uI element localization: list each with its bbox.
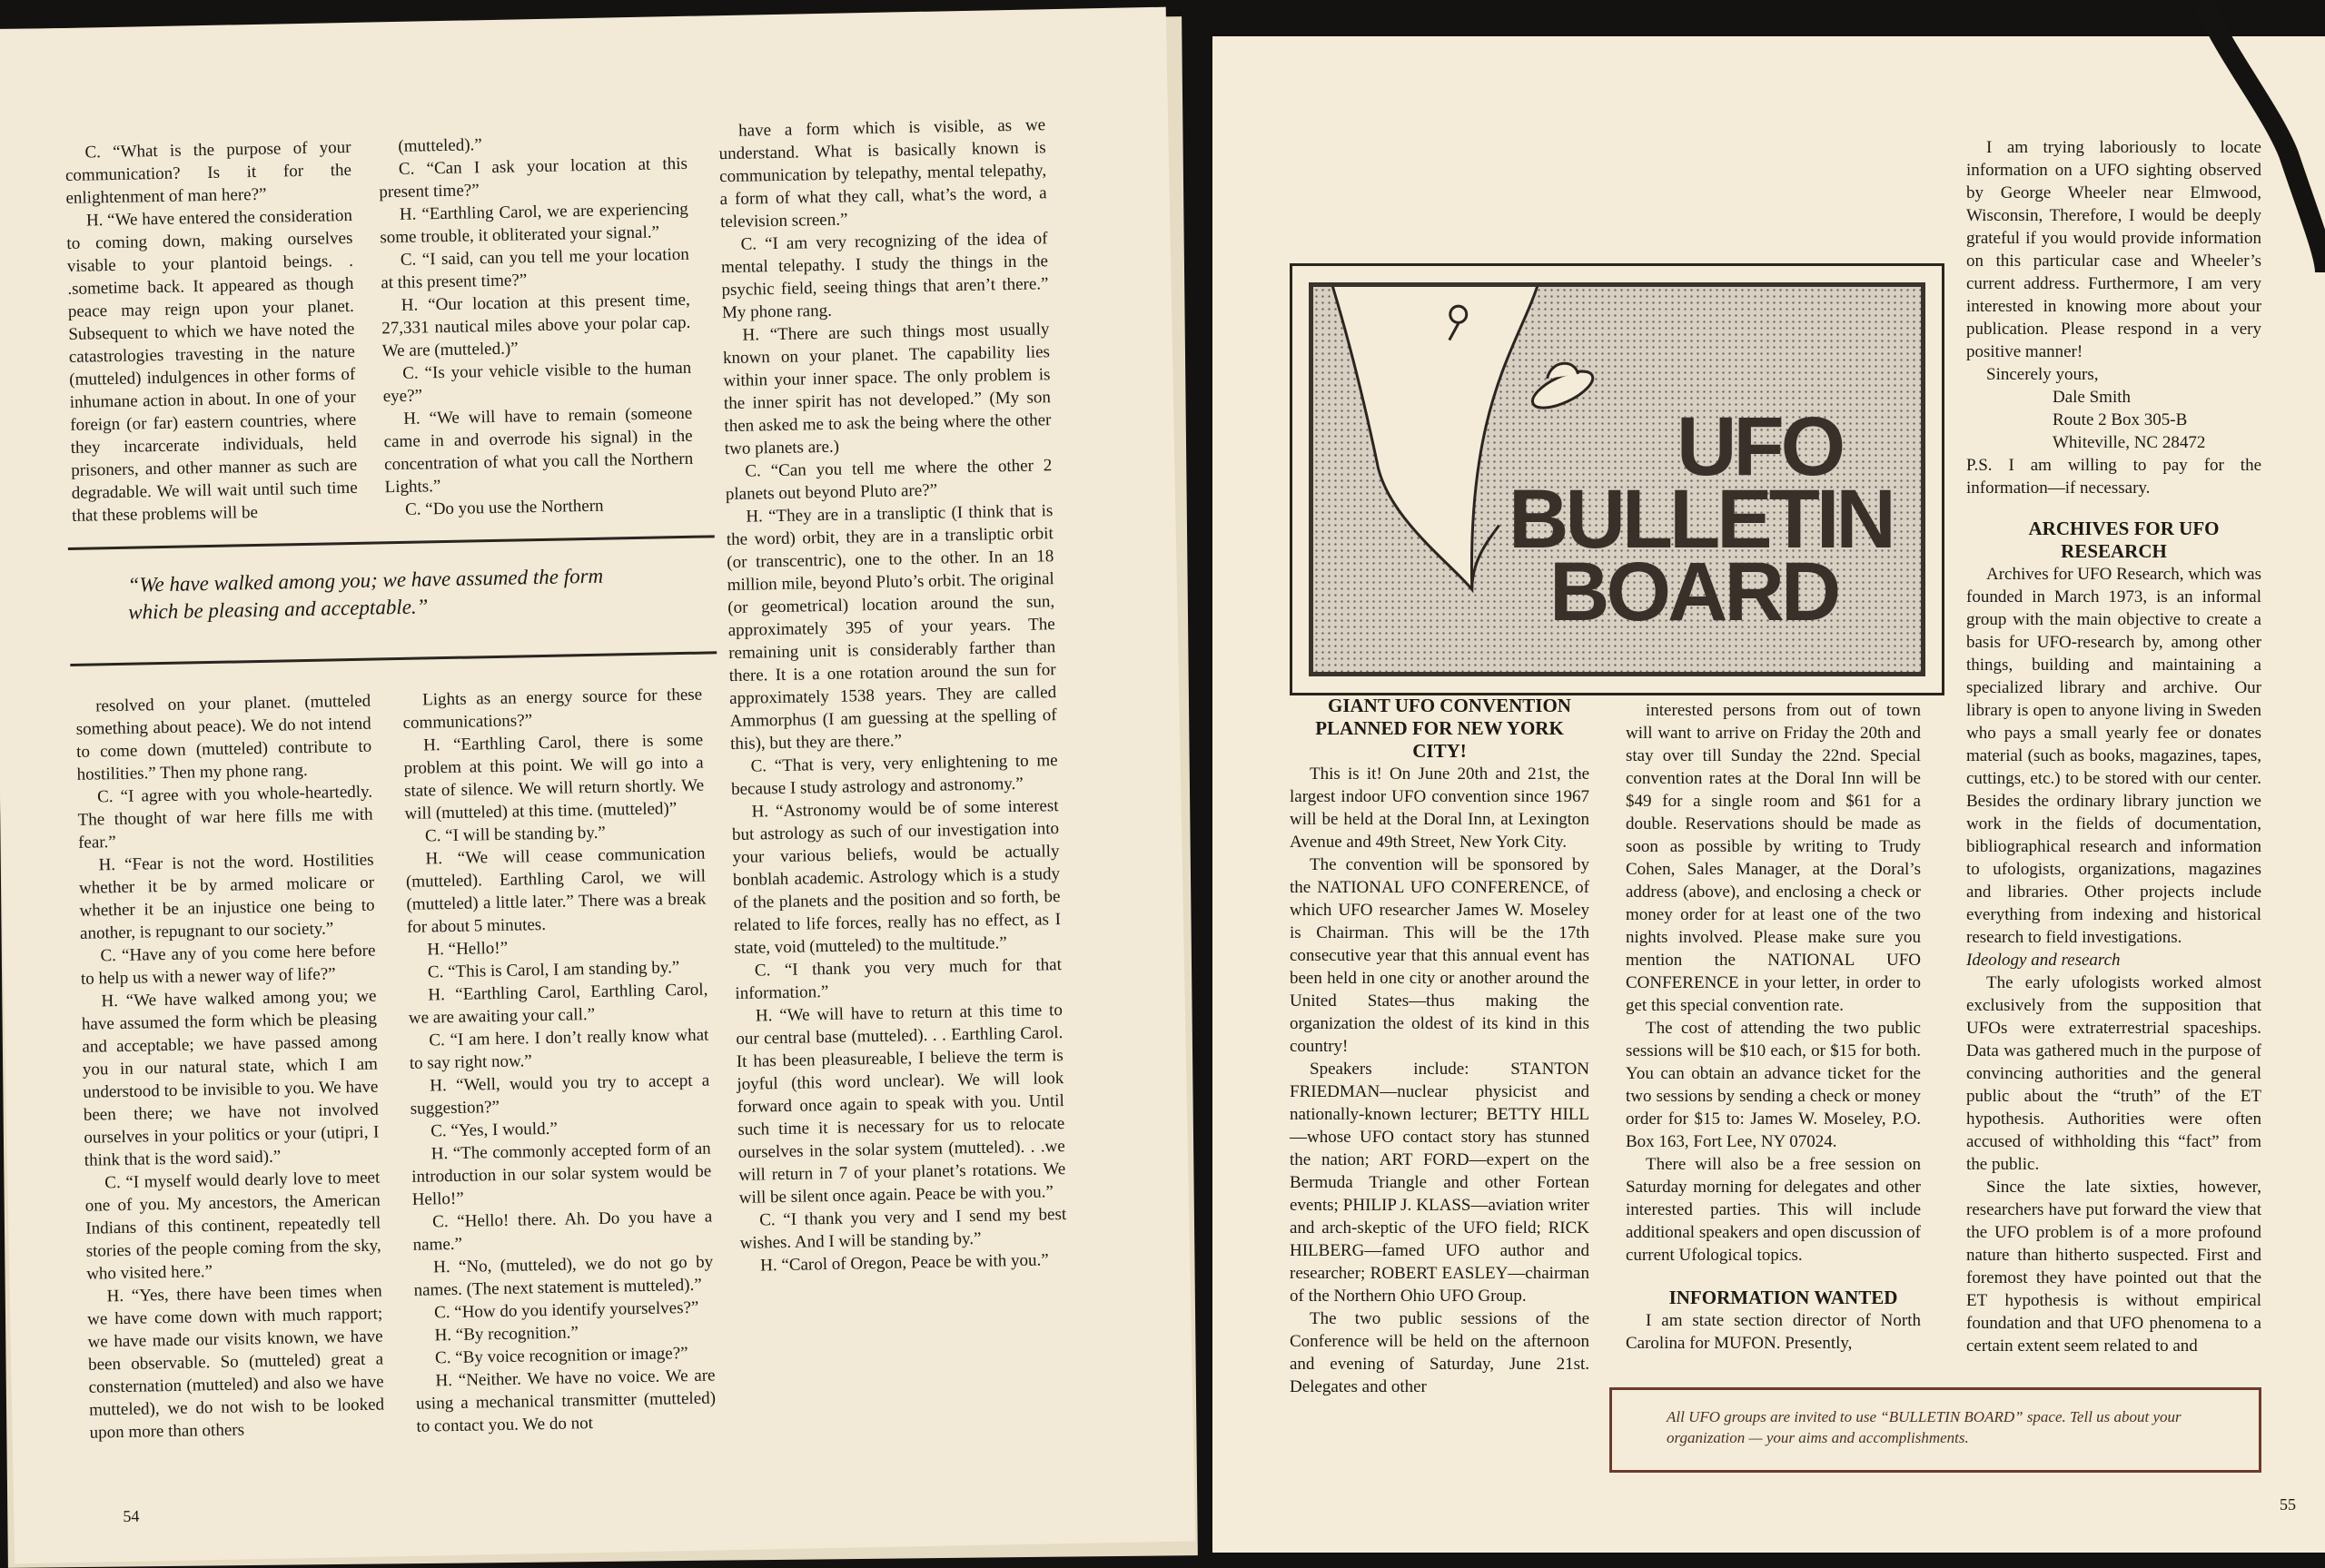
letter-closing: Sincerely yours, xyxy=(1986,365,2099,384)
paragraph: H. “There are such things most usually known on your planet. The capability lies within your inner space. The only problem is the inner spirit has not developed.” (My son then asked me to ask the being where the other two planets are.) xyxy=(722,320,1052,459)
paragraph: C. “By voice recognition or image?” xyxy=(434,1344,688,1368)
bulletin-board-banner xyxy=(1290,263,1944,695)
left-page xyxy=(0,7,1195,1564)
paragraph: C. “How do you identify yourselves?” xyxy=(433,1297,699,1323)
right-page xyxy=(1212,36,2325,1553)
convention-column-1 xyxy=(1290,695,1589,1398)
page-number-right: 55 xyxy=(2280,1495,2296,1514)
paragraph: H. “We will have to remain (someone came in and overrode his signal) in the concentration of what you call the Northern Lights.” xyxy=(383,403,694,498)
paragraph: C. “I thank you very much for that information.” xyxy=(735,955,1063,1003)
paragraph: H. “We have walked among you; we have assumed the form which be pleasing and acceptable; we have passed among you in our natural state, which I am understood to be invisible to you. We have been there; we have not involved ourselves in your politics or your (utipri, I think that is the word said).” xyxy=(81,986,380,1170)
paragraph: H. “Earthling Carol, there is some problem at this point. We will go into a state of silence. We will return shortly. We will (mutteled) at this time. (mutteled)” xyxy=(403,730,705,823)
left-col2-bottom xyxy=(402,684,717,1438)
left-col2-top xyxy=(378,130,694,521)
right-column-3 xyxy=(1966,136,2261,1357)
paragraph: C. “Can I ask your location at this present time?” xyxy=(379,153,688,202)
paragraph: Since the late sixties, however, researchers have put forward the view that the UFO problem is of a more profound nature than hitherto suspected. First and foremost they have pointed out that the ET hypothesis is without empirical foundation and that UFO phenomena to a certain extent seem related to and xyxy=(1966,1178,2261,1356)
left-col1-top xyxy=(64,136,358,528)
paragraph: C. “I am here. I don’t really know what to say right now.” xyxy=(409,1025,709,1073)
footer-invitation-box xyxy=(1609,1387,2261,1473)
paragraph: H. “Earthling Carol, we are experiencing some trouble, it obliterated your signal.” xyxy=(380,199,689,248)
convention-body-cont xyxy=(1626,699,1921,1267)
paragraph: H. “Fear is not the word. Hostilities whether it be by armed molicare or whether it be an injustice one being to another, is repugnant to our society.” xyxy=(78,850,375,943)
left-col1-bottom xyxy=(75,690,385,1445)
paragraph: C. “Have any of you come here before to help us with a newer way of life?” xyxy=(80,941,376,989)
convention-body xyxy=(1290,763,1589,1398)
paragraph: H. “The commonly accepted form of an introduction in our solar system would be Hello!” xyxy=(411,1139,712,1209)
paragraph: H. “By recognition.” xyxy=(434,1323,579,1346)
paragraph: C. “Can you tell me where the other 2 planets out beyond Pluto are?” xyxy=(725,456,1053,505)
paragraph: There will also be a free session on Saturday morning for delegates and other interested parties. This will include additional speakers and open discussion of current Ufological topics. xyxy=(1626,1155,1921,1265)
paragraph: I am trying laboriously to locate information on a UFO sighting observed by George Wheeler near Elmwood, Wisconsin, Therefore, I would be deeply grateful if you would provide information on this particular case and Wheeler’s current address. Furthermore, I am very interested in knowing more about your publication. Please respond in a very positive manner! xyxy=(1966,138,2261,361)
convention-heading: GIANT UFO CONVENTION PLANNED FOR NEW YORK CITY! xyxy=(1315,695,1571,762)
pull-quote-rule-bottom xyxy=(70,651,717,666)
archives-body-2 xyxy=(1966,971,2261,1357)
archives-subheading: Ideology and research xyxy=(1966,951,2121,970)
paragraph: Dale Smith xyxy=(2053,388,2132,407)
paragraph: resolved on your planet. (mutteled something about peace). We do not intend to come down (mutteled) contribute to hostilities.” Then my phone rang. xyxy=(75,691,372,784)
letter-signature xyxy=(1966,386,2261,454)
banner-screen xyxy=(1309,282,1925,676)
paragraph: H. “Yes, there have been times when we have come down with much rapport; we have made our visits known, we have been observable. So (mutteled) great a consternation (mutteled) and also we have mutteled), we do not wish to be looked upon more than others xyxy=(86,1281,385,1443)
paragraph: C. “I am very recognizing of the idea of mental telepathy. I study the things in the psychic field, seeing things that aren’t there.” My phone rang. xyxy=(720,229,1049,323)
paragraph: have a form which is visible, as we understand. What is basically known is communication by telepathy, mental telepathy, a form of what they call, what’s the word, a television screen.” xyxy=(718,115,1047,232)
paragraph: H. “Neither. We have no voice. We are using a mechanical transmitter (mutteled) to contact you. We do not xyxy=(415,1366,717,1436)
paragraph: C. “I thank you very and I send my best wishes. And I will be standing by.” xyxy=(739,1205,1067,1253)
paragraph: Archives for UFO Research, which was founded in March 1973, is an informal group with the main objective to create a basis for UFO-research by, among other things, building and maintaining a specialized library and archive. Our library is open to anyone living in Sweden who pays a small yearly fee or donates material (such as books, magazines, tapes, cuttings, etc.) to be stored with our center. Besides the ordinary library junction we work in the fields of documentation, bibliographical research and information to ufologists, organizations, magazines and libraries. Other projects include everything from indexing and historical research to field investigations. xyxy=(1966,565,2261,947)
paragraph: The early ufologists worked almost exclusively from the supposition that UFOs were extraterrestrial spaceships. Data was gathered much in the purpose of convincing authorities and the general public about the “truth” of the ET hypothesis. Authorities were often accused of withholding this “fact” from the public. xyxy=(1966,973,2261,1174)
paragraph: H. “Our location at this present time, 27,331 nautical miles above your polar cap. We are (mutteled.)” xyxy=(381,290,691,361)
info-wanted-intro: I am state section director of North Carolina for MUFON. Presently, xyxy=(1626,1311,1921,1353)
paragraph: This is it! On June 20th and 21st, the largest indoor UFO convention since 1967 will be held at the Doral Inn, at Lexington Avenue and 49th Street, New York City. xyxy=(1290,764,1589,852)
paragraph: The two public sessions of the Conference will be held on the afternoon and evening of Saturday, June 21st. Delegates and other xyxy=(1290,1309,1589,1396)
paragraph: Whiteville, NC 28472 xyxy=(2053,433,2206,452)
footer-invitation-text: All UFO groups are invited to use “BULLETIN BOARD” space. Tell us about your organization — your aims and accomplishments. xyxy=(1667,1408,2182,1446)
paragraph: C. “Do you use the Northern xyxy=(404,496,604,519)
banner-word-board: BOARD xyxy=(1549,546,1838,638)
paragraph: C. “What is the purpose of your communication? Is it for the enlightenment of man here?” xyxy=(64,137,352,208)
paragraph: C. “I myself would dearly love to meet one of you. My ancestors, the American Indians of this continent, repeatedly tell stories of the people coming from the sky, who visited here.” xyxy=(84,1168,381,1284)
archives-heading: ARCHIVES FOR UFO RESEARCH xyxy=(2028,518,2220,562)
paragraph: H. “We have entered the consideration to coming down, making ourselves visable to your plantoid beings. . .sometime back. It appeared as though peace may reign upon your planet. Subsequent to which we have noted the catastrologies travesting in the nature (mutteled) indulgences in other forms of inhumane action in about. In one of your foreign (or far) eastern countries, where they incarcerate individuals, held prisoners, and other manner as such are degradable. We will wait until such time that these problems will be xyxy=(66,205,358,526)
paragraph: H. “Carol of Oregon, Peace be with you.” xyxy=(759,1250,1049,1276)
archives-body xyxy=(1966,563,2261,949)
paragraph: H. “Astronomy would be of some interest but astrology as such of our investigation into your various beliefs, would be actually bonblah academic. Astrology which is a study of the planets and the position and so forth, be related to life forces, really has no effect, as I state, void (mutteled) to the multitude.” xyxy=(731,796,1062,958)
paragraph: Route 2 Box 305-B xyxy=(2053,410,2188,429)
paragraph: C. “Is your vehicle visible to the human eye?” xyxy=(382,358,692,407)
paragraph: H. “We will have to return at this time to our central base (mutteled). . . Earthling Carol. It has been pleasureable, I believe the term is joyful (this word unclear). We will look forward once again to speak with you. Until such time it is necessary for us to relocate ourselves in the solar system (mutteled). . .we will return in 7 of your planet’s rotations. We will be silent once again. Peace be with you.” xyxy=(736,1001,1066,1208)
paragraph: H. “Well, would you try to accept a suggestion?” xyxy=(410,1070,710,1119)
paragraph: C. “Hello! there. Ah. Do you have a name.” xyxy=(412,1207,713,1255)
paragraph: Speakers include: STANTON FRIEDMAN—nuclear physicist and nationally-known lecturer; BETTY HILL—whose UFO contact story has stunned the nation; ART FORD—expert on the Bermuda Triangle and other Fortean events; PHILIP J. KLASS—aviation writer and arch-skeptic of the UFO field; RICK HILBERG—famed UFO author and researcher; ROBERT EASLEY—chairman of the Northern Ohio UFO Group. xyxy=(1290,1060,1589,1306)
paragraph: The convention will be sponsored by the NATIONAL UFO CONFERENCE, of which UFO researcher James W. Moseley is Chairman. This will be the 17th consecutive year that this annual event has been held in one city or another around the United States—thus making the organization the oldest of its kind in this country! xyxy=(1290,855,1589,1056)
banner-word-ufo: UFO xyxy=(1677,400,1843,493)
page-number-left: 54 xyxy=(123,1506,140,1526)
paragraph: C. “I will be standing by.” xyxy=(424,823,606,846)
pull-quote: “We have walked among you; we have assumed the form which be pleasing and acceptable.” xyxy=(127,564,604,624)
paragraph: C. “This is Carol, I am standing by.” xyxy=(427,958,680,982)
paragraph: C. “Yes, I would.” xyxy=(430,1119,558,1141)
paragraph: The cost of attending the two public sessions will be $10 each, or $15 for both. You can obtain an advance ticket for the two sessions by sending a check or money order for $15 to: James W. Moseley, P.O. Box 163, Fort Lee, NY 07024. xyxy=(1626,1019,1921,1151)
letter-ps: P.S. I am willing to pay for the information—if necessary. xyxy=(1966,456,2261,498)
paragraph: interested persons from out of town will want to arrive on Friday the 20th and stay over till Sunday the 22nd. Special convention rates at the Doral Inn will be $49 for a single room and $61 for a double. Reservations should be made as soon as possible by writing to Trudy Cohen, Sales Manager, at the Doral’s address (above), and enclosing a check or money order for at least one of the two nights involved. Please make sure you mention the NATIONAL UFO CONFERENCE in your letter, in order to get this special convention rate. xyxy=(1626,701,1921,1015)
left-col3 xyxy=(718,113,1067,1277)
paragraph: H. “Earthling Carol, Earthling Carol, we are awaiting your call.” xyxy=(408,980,708,1028)
info-wanted-body xyxy=(1966,136,2261,363)
banner-word-bulletin: BULLETIN xyxy=(1509,473,1893,566)
paragraph: Lights as an energy source for these communications?” xyxy=(402,685,703,733)
paragraph: C. “I said, can you tell me your location at this present time?” xyxy=(381,244,689,293)
paragraph: H. “We will cease communication (mutteled). Earthling Carol, we will (mutteled) a little later.” There was a break for about 5 minutes. xyxy=(405,843,707,937)
paragraph: H. “No, (mutteled), we do not go by names. (The next statement is mutteled).” xyxy=(413,1252,714,1300)
convention-column-2 xyxy=(1626,699,1921,1355)
paragraph: C. “I agree with you whole-heartedly. The thought of war here fills me with fear.” xyxy=(77,782,373,853)
info-wanted-heading: INFORMATION WANTED xyxy=(1668,1287,1898,1308)
paragraph: H. “They are in a transliptic (I think that is the word) orbit, they are in a transliptic orbit (or transcentric), one to the other. In an 18 million mile, beyond Pluto’s orbit. The original (or geometrical) location around the sun, approximately 395 of your years. The remaining unit is considerably farther than there. It is a one rotation around the sun for approximately 1538 years. They are called Ammorphus (I am guessing at the spelling of this), but they are there.” xyxy=(726,501,1057,754)
paragraph: C. “That is very, very enlightening to me because I study astrology and astronomy.” xyxy=(730,751,1058,800)
paragraph: H. “Hello!” xyxy=(427,938,509,960)
paragraph: (mutteled).” xyxy=(398,135,482,156)
pull-quote-rule-top xyxy=(68,535,715,550)
